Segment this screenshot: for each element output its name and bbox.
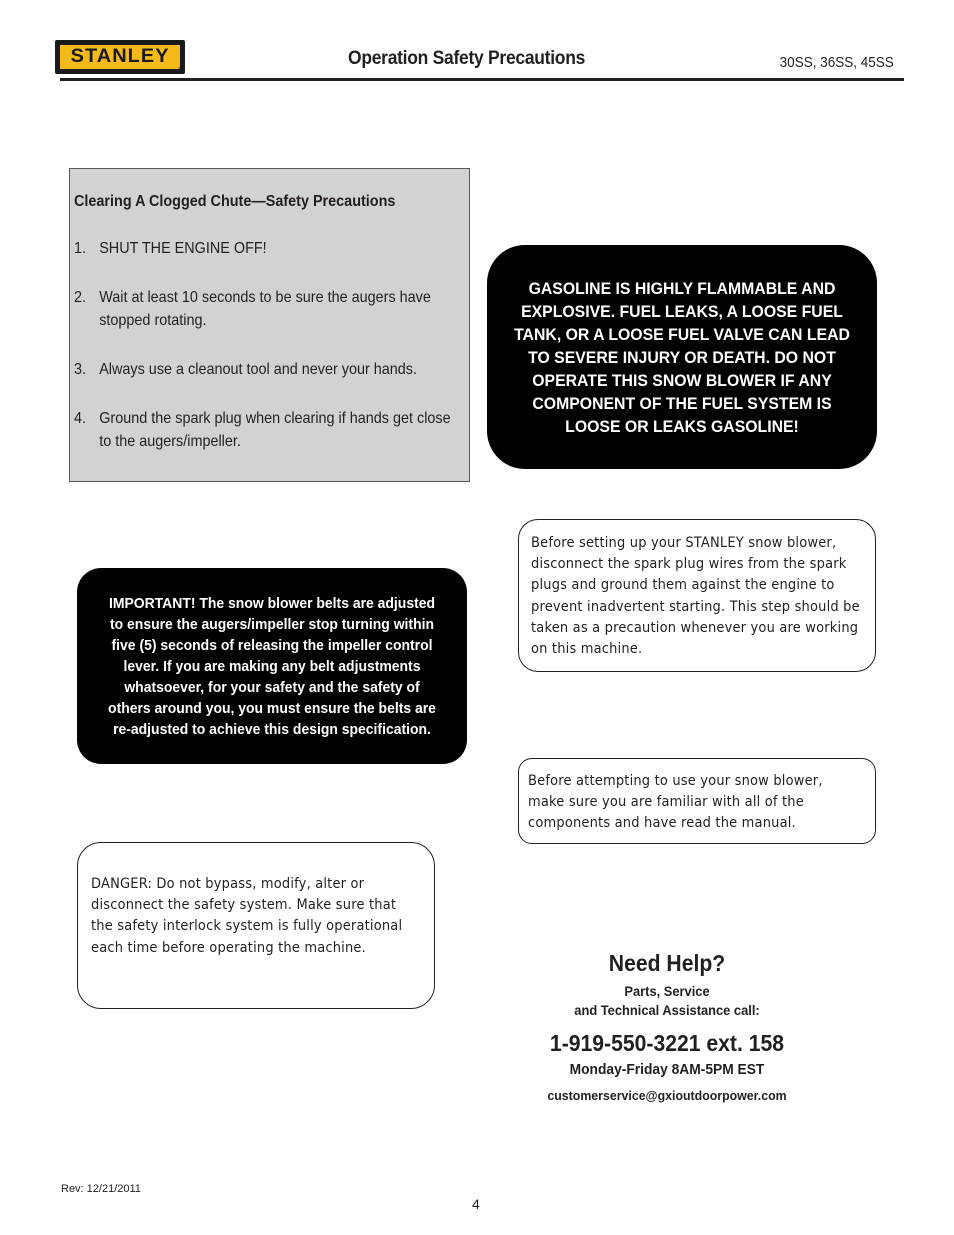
logo-text: STANLEY [70, 46, 170, 67]
stanley-logo [55, 40, 185, 74]
step-text: Ground the spark plug when clearing if hands get close to the augers/impeller. [99, 410, 451, 450]
help-email-link[interactable]: customerservice@gxioutdoorpower.com [547, 1088, 787, 1103]
step-number: 2. [74, 289, 87, 306]
danger-note-box [77, 842, 435, 1009]
help-phone-number[interactable]: 1-919-550-3221 ext. 158 [549, 1030, 785, 1056]
help-hours: Monday-Friday 8AM-5PM EST [569, 1061, 765, 1078]
gasoline-warning-box [487, 245, 877, 469]
header-divider [60, 78, 904, 81]
revision-date: Rev: 12/21/2011 [61, 1183, 141, 1195]
gasoline-warning-text: GASOLINE IS HIGHLY FLAMMABLE AND EXPLOSIVE. FUEL LEAKS, A LOOSE FUEL TANK, OR A LOOSE FUEL VALVE CAN LEAD TO SEVERE INJURY OR DEATH. DO NOT OPERATE THIS SNOW BLOWER IF ANY COMPONENT OF THE FUEL SYSTEM IS LOOSE OR LEAKS GASOLINE! [514, 278, 850, 436]
help-subtitle-line1: Parts, Service [624, 983, 710, 999]
spark-plug-note-text: Before setting up your STANLEY snow blower, disconnect the spark plug wires from the spark plugs and ground them against the engine to prevent inadvertent starting. This step should be taken as a precaution whenever you are working on this machine. [531, 535, 860, 658]
list-item [74, 358, 465, 381]
danger-note-text: DANGER: Do not bypass, modify, alter or disconnect the safety system. Make sure that the safety interlock system is fully operational each time before operating the machine. [91, 876, 403, 956]
step-text: SHUT THE ENGINE OFF! [99, 240, 267, 257]
page-title: Operation Safety Precautions [348, 48, 586, 69]
clogged-chute-title: Clearing A Clogged Chute—Safety Precautions [74, 193, 396, 210]
page-number: 4 [472, 1196, 480, 1212]
step-number: 3. [74, 361, 87, 378]
important-belt-note-text: IMPORTANT! The snow blower belts are adjusted to ensure the augers/impeller stop turning within five (5) seconds of releasing the impeller control lever. If you are making any belt adjustments whatsoever, for your safety and the safety of others around you, you must ensure the belts are re-adjusted to achieve this design specification. [108, 594, 436, 738]
important-belt-note-box [77, 568, 467, 764]
list-item [74, 286, 465, 332]
help-contact-block [517, 948, 817, 1105]
clogged-chute-precautions-box [69, 168, 470, 482]
familiar-note-text: Before attempting to use your snow blower, make sure you are familiar with all of the components and have read the manual. [528, 773, 823, 832]
registered-mark: ® [178, 67, 184, 74]
step-text: Always use a cleanout tool and never your hands. [99, 361, 417, 378]
help-subtitle-line2: and Technical Assistance call: [574, 1002, 760, 1018]
list-item [74, 237, 465, 260]
step-number: 4. [74, 410, 87, 427]
model-numbers: 30SS, 36SS, 45SS [779, 54, 894, 71]
familiar-note-box [518, 758, 876, 844]
help-title: Need Help? [608, 950, 726, 976]
step-text: Wait at least 10 seconds to be sure the augers have stopped rotating. [99, 289, 431, 329]
list-item [74, 407, 465, 453]
spark-plug-note-box [518, 519, 876, 672]
step-number: 1. [74, 240, 87, 257]
